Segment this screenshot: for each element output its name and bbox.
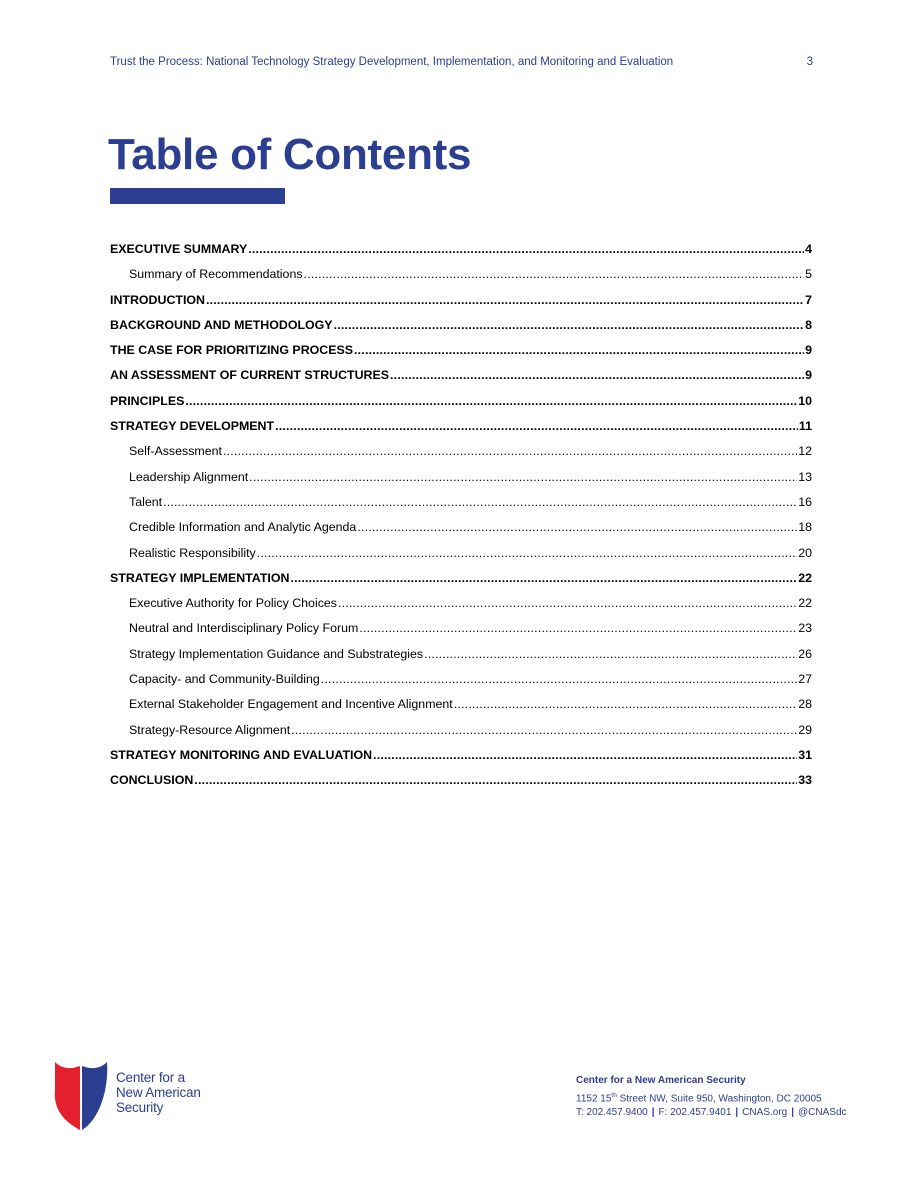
page-number: 3 [806,56,813,68]
toc-entry-label: Summary of Recommendations [129,267,303,282]
running-title: Trust the Process: National Technology Strategy Development, Implementation, and Monitoring and Evaluation [110,56,674,68]
toc-dot-leader [390,368,804,382]
toc-section-entry[interactable] [110,748,812,773]
toc-entry-label: Executive Authority for Policy Choices [129,596,337,611]
toc-section-entry[interactable] [110,419,812,444]
toc-dot-leader [321,672,797,686]
toc-page-number: 33 [798,773,812,788]
toc-entry-label: Realistic Responsibility [129,545,256,560]
toc-dot-leader [206,293,804,307]
title-underline-bar [110,188,285,204]
toc-dot-leader [304,267,805,281]
toc-page-number: 29 [798,722,812,737]
toc-page-number: 9 [805,368,812,383]
footer-fax: F: 202.457.9401 [658,1107,732,1119]
toc-entry-label: Capacity- and Community-Building [129,672,320,687]
toc-dot-leader [163,495,797,509]
toc-dot-leader [248,242,804,256]
toc-section-entry[interactable] [110,293,812,318]
toc-page-number: 4 [805,242,812,256]
toc-section-entry[interactable] [110,368,812,393]
footer-contact-line: T: 202.457.9400 | F: 202.457.9401 | CNAS.org | @CNASdc [576,1107,847,1119]
running-header [110,56,815,68]
toc-page-number: 27 [798,672,812,687]
toc-section-entry[interactable] [110,571,812,596]
shield-logo-icon [53,1060,109,1132]
toc-subsection-entry[interactable] [110,495,812,520]
toc-section-entry[interactable] [110,242,812,267]
toc-dot-leader [194,773,797,787]
toc-dot-leader [373,748,797,762]
toc-entry-label: STRATEGY MONITORING AND EVALUATION [110,747,373,762]
toc-section-entry[interactable] [110,343,812,368]
toc-dot-leader [291,723,797,737]
toc-subsection-entry[interactable] [110,621,812,646]
footer-address: 1152 15th Street NW, Suite 950, Washington, DC 20005 [576,1091,822,1104]
toc-subsection-entry[interactable] [110,470,812,495]
table-of-contents [110,242,812,799]
toc-dot-leader [334,318,805,332]
toc-page-number: 5 [805,267,812,282]
toc-subsection-entry[interactable] [110,546,812,571]
toc-entry-label: Strategy Implementation Guidance and Substrategies [129,646,424,661]
toc-dot-leader [338,596,797,610]
toc-page-number: 13 [798,469,812,484]
toc-page-number: 20 [798,545,812,560]
toc-page-number: 18 [798,520,812,535]
toc-entry-label: AN ASSESSMENT OF CURRENT STRUCTURES [110,368,390,383]
toc-page-number: 23 [798,621,812,636]
toc-page-number: 28 [798,697,812,712]
toc-dot-leader [185,394,797,408]
toc-dot-leader [424,647,797,661]
toc-section-entry[interactable] [110,318,812,343]
toc-entry-label: STRATEGY IMPLEMENTATION [110,570,290,585]
page-title: Table of Contents [108,130,472,179]
toc-page-number: 10 [798,393,812,408]
toc-entry-label: BACKGROUND AND METHODOLOGY [110,317,333,332]
toc-page-number: 7 [805,292,812,307]
toc-subsection-entry[interactable] [110,697,812,722]
toc-section-entry[interactable] [110,773,812,798]
toc-page-number: 16 [798,494,812,509]
toc-dot-leader [223,444,797,458]
toc-page-number: 8 [805,317,812,332]
toc-entry-label: EXECUTIVE SUMMARY [110,242,248,256]
footer-website-link[interactable]: CNAS.org [742,1107,788,1119]
toc-subsection-entry[interactable] [110,444,812,469]
toc-page-number: 12 [798,444,812,459]
footer-org-name: Center for a New American Security [576,1075,746,1086]
toc-entry-label: Talent [129,494,163,509]
toc-subsection-entry[interactable] [110,267,812,292]
footer-social-link[interactable]: @CNASdc [798,1107,847,1119]
cnas-logo [53,1060,213,1132]
toc-subsection-entry[interactable] [110,672,812,697]
toc-dot-leader [359,621,797,635]
toc-subsection-entry[interactable] [110,520,812,545]
toc-entry-label: Strategy-Resource Alignment [129,722,291,737]
toc-entry-label: PRINCIPLES [110,393,185,408]
logo-wordmark: Center for a New American Security [116,1070,201,1115]
toc-page-number: 26 [798,646,812,661]
toc-entry-label: Neutral and Interdisciplinary Policy Forum [129,621,359,636]
toc-subsection-entry[interactable] [110,723,812,748]
footer-phone: T: 202.457.9400 [576,1107,648,1119]
toc-entry-label: THE CASE FOR PRIORITIZING PROCESS [110,343,354,358]
toc-entry-label: Self-Assessment [129,444,222,459]
toc-entry-label: External Stakeholder Engagement and Incentive Alignment [129,697,453,712]
toc-page-number: 31 [798,747,812,762]
toc-dot-leader [354,343,804,357]
toc-entry-label: Credible Information and Analytic Agenda [129,520,357,535]
toc-dot-leader [257,546,797,560]
toc-dot-leader [357,520,797,534]
toc-dot-leader [290,571,797,585]
toc-dot-leader [249,470,797,484]
toc-dot-leader [454,697,797,711]
toc-subsection-entry[interactable] [110,596,812,621]
toc-entry-label: STRATEGY DEVELOPMENT [110,419,275,434]
toc-entry-label: INTRODUCTION [110,292,205,307]
footer-contact [576,1074,847,1121]
toc-subsection-entry[interactable] [110,647,812,672]
toc-entry-label: CONCLUSION [110,773,194,788]
toc-page-number: 11 [798,419,812,434]
toc-dot-leader [275,419,798,433]
toc-page-number: 22 [798,570,812,585]
toc-section-entry[interactable] [110,394,812,419]
toc-page-number: 22 [798,596,812,611]
toc-entry-label: Leadership Alignment [129,469,249,484]
toc-page-number: 9 [805,343,812,358]
